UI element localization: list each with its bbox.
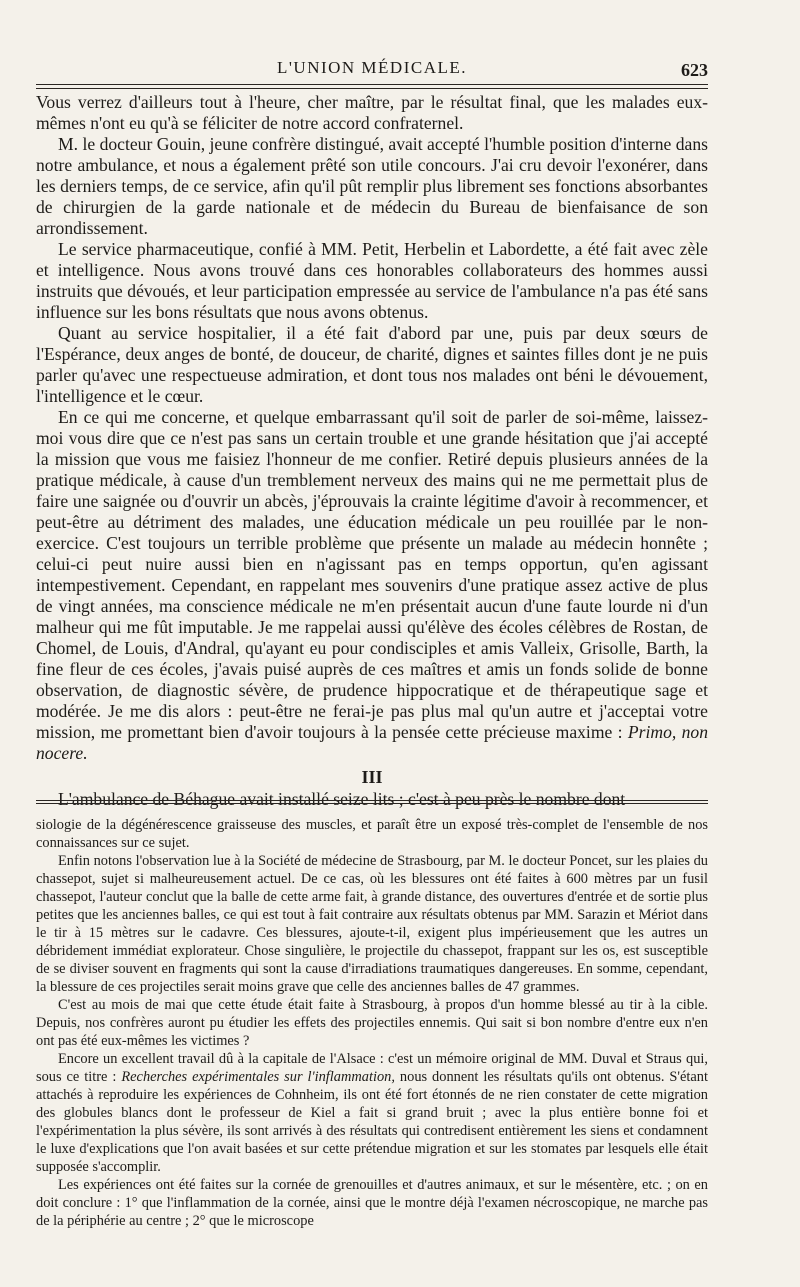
paragraph: Quant au service hospitalier, il a été fait d'abord par une, puis par deux sœurs de l'Espérance, deux anges de bonté, de douceur, de charité, dignes et saintes filles dont je ne puis parler qu'avec une respectueuse admiration, et dont tous nos malades ont béni le dévouement, l'intelligence et le cœur. — [36, 323, 708, 406]
paragraph-text: En ce qui me concerne, et quelque embarrassant qu'il soit de parler de soi-même, laissez-moi vous dire que ce n'est pas sans un certain trouble et une grande hésitation que j'ai accepté la mission que vous me faisiez l'honneur de me confier. Retiré depuis plusieurs années de la pratique médicale, à cause d'un tremblement nerveux des mains qui ne me permettait plus de faire une saignée ou d'ouvrir un abcès, j'éprouvais la crainte légitime d'avoir à recommencer, et peut-être au détriment des malades, une éducation médicale un peu rouillée par le non-exercice. C'est toujours un terrible problème que présente un malade au médecin honnête ; celui-ci peut nuire aussi bien en n'agissant pas en temps opportun, qu'en agissant intempestivement. Cependant, en rappelant mes souvenirs d'une pratique assez active de plus de vingt années, ma conscience médicale ne m'en présentait aucun d'une faute lourde ni d'un malheur qui me fût imputable. Je me rappelai aussi qu'élève des écoles célèbres de Rostan, de Chomel, de Louis, d'Andral, qu'ayant eu pour condisciples et amis Valleix, Grisolle, Barth, la fine fleur de ces écoles, j'avais puisé auprès de ces maîtres et amis un fonds solide de bonne observation, de diagnostic sévère, de prudence hippocratique et de thérapeutique sage et modérée. Je me dis alors : peut-être ne ferai-je pas plus mal qu'un autre et j'acceptai votre mission, me promettant bien d'avoir toujours à la pensée cette précieuse maxime : — [36, 407, 708, 742]
note-text: Encore un excellent travail dû à la capitale de l'Alsace : c'est un mémoire original de MM. Duval et Straus qui, sous ce titre : — [36, 1051, 708, 1085]
note-paragraph — [36, 1050, 708, 1176]
paragraph: L'ambulance de Béhague avait installé seize lits ; c'est à peu près le nombre dont — [58, 789, 626, 809]
paragraph: M. le docteur Gouin, jeune confrère distingué, avait accepté l'humble position d'interne dans notre ambulance, et nous a également prêté son utile concours. J'ai cru devoir l'exonérer, dans les derniers temps, de ce service, afin qu'il pût remplir plus librement ses fonctions absorbantes de chirurgien de la garde nationale et de médecin du Bureau de bienfaisance de son arrondissement. — [36, 134, 708, 238]
main-text — [36, 92, 708, 810]
note-paragraph: C'est au mois de mai que cette étude était faite à Strasbourg, à propos d'un homme blessé au tir à la cible. Depuis, nos confrères auront pu étudier les effets des projectiles ennemis. Qui sait si bon nombre d'entre eux n'en ont pas été eux-mêmes les victimes ? — [36, 997, 708, 1049]
note-text: nous donnent les résultats qu'ils ont obtenus. S'étant attachés à reproduire les expériences de Cohnheim, ils ont été fort étonnés de ne rien constater de cette migration des globules blancs dont le professeur de Kiel a fait si grand bruit ; avec la plus entière bonne foi et l'expérimentation la plus sévère, ils sont arrivés à des résultats qui contredisent entièrement les siens et condamnent le luxe d'explications que l'on avait basées et sur cette prétendue migration et sur les stomates par lesquels elle était supposée s'accomplir. — [36, 1069, 708, 1175]
paragraph: Vous verrez d'ailleurs tout à l'heure, cher maître, par le résultat final, que les malades eux-mêmes n'ont eu qu'à se féliciter de notre accord confraternel. — [36, 92, 708, 133]
header-rule — [36, 84, 708, 85]
notes-rule — [36, 800, 708, 801]
note-paragraph: siologie de la dégénérescence graisseuse des muscles, et paraît être un exposé très-complet de l'ensemble de nos connaissances sur ce sujet. — [36, 817, 708, 851]
latin-maxim: Primo, non nocere. — [36, 722, 709, 763]
section-number: III — [361, 767, 383, 787]
note-paragraph: Enfin notons l'observation lue à la Société de médecine de Strasbourg, par M. le docteur Poncet, sur les plaies du chassepot, sujet si malheureusement actuel. De ce cas, où les blessures ont été faites à 600 mètres par un fusil chassepot, l'auteur conclut que la balle de cette arme fait, à grande distance, des ouvertures d'entrée et de sortie plus petites que les anciennes balles, ce qui est tout à fait contraire aux résultats obtenus par MM. Sarazin et Mériot dans le tir à 15 mètres sur le cadavre. Ces blessures, ajoute-t-il, exigent plus impérieusement que les autres un débridement immédiat explorateur. Chose singulière, le projectile du chassepot, frappant sur les os, est susceptible de se diviser souvent en fragments qui sont la cause d'irradiations traumatiques dangereuses. En somme, cependant, la blessure de ces projectiles serait moins grave que celle des anciennes balles de 47 grammes. — [36, 853, 708, 995]
notes-section — [36, 816, 708, 1230]
notes-rule-thin — [36, 803, 708, 804]
note-paragraph: Les expériences ont été faites sur la cornée de grenouilles et d'autres animaux, et sur le mésentère, etc. ; on en doit conclure : 1° que l'inflammation de la cornée, ainsi que le montre déjà l'examen nécroscopique, ne marche pas de la périphérie au centre ; 2° que le microscope — [36, 1177, 708, 1229]
paragraph — [36, 407, 708, 764]
header-rule-thin — [36, 88, 708, 89]
running-title: L'UNION MÉDICALE. — [276, 58, 468, 77]
book-title: Recherches expérimentales sur l'inflammation, — [121, 1069, 395, 1085]
page-number: 623 — [681, 60, 708, 80]
paragraph: Le service pharmaceutique, confié à MM. Petit, Herbelin et Labordette, a été fait avec zèle et intelligence. Nous avons trouvé dans ces honorables collaborateurs des hommes aussi instruits que dévoués, et leur participation empressée au service de l'ambulance n'a pas été sans influence sur les bons résultats que nous avons obtenus. — [36, 239, 708, 322]
